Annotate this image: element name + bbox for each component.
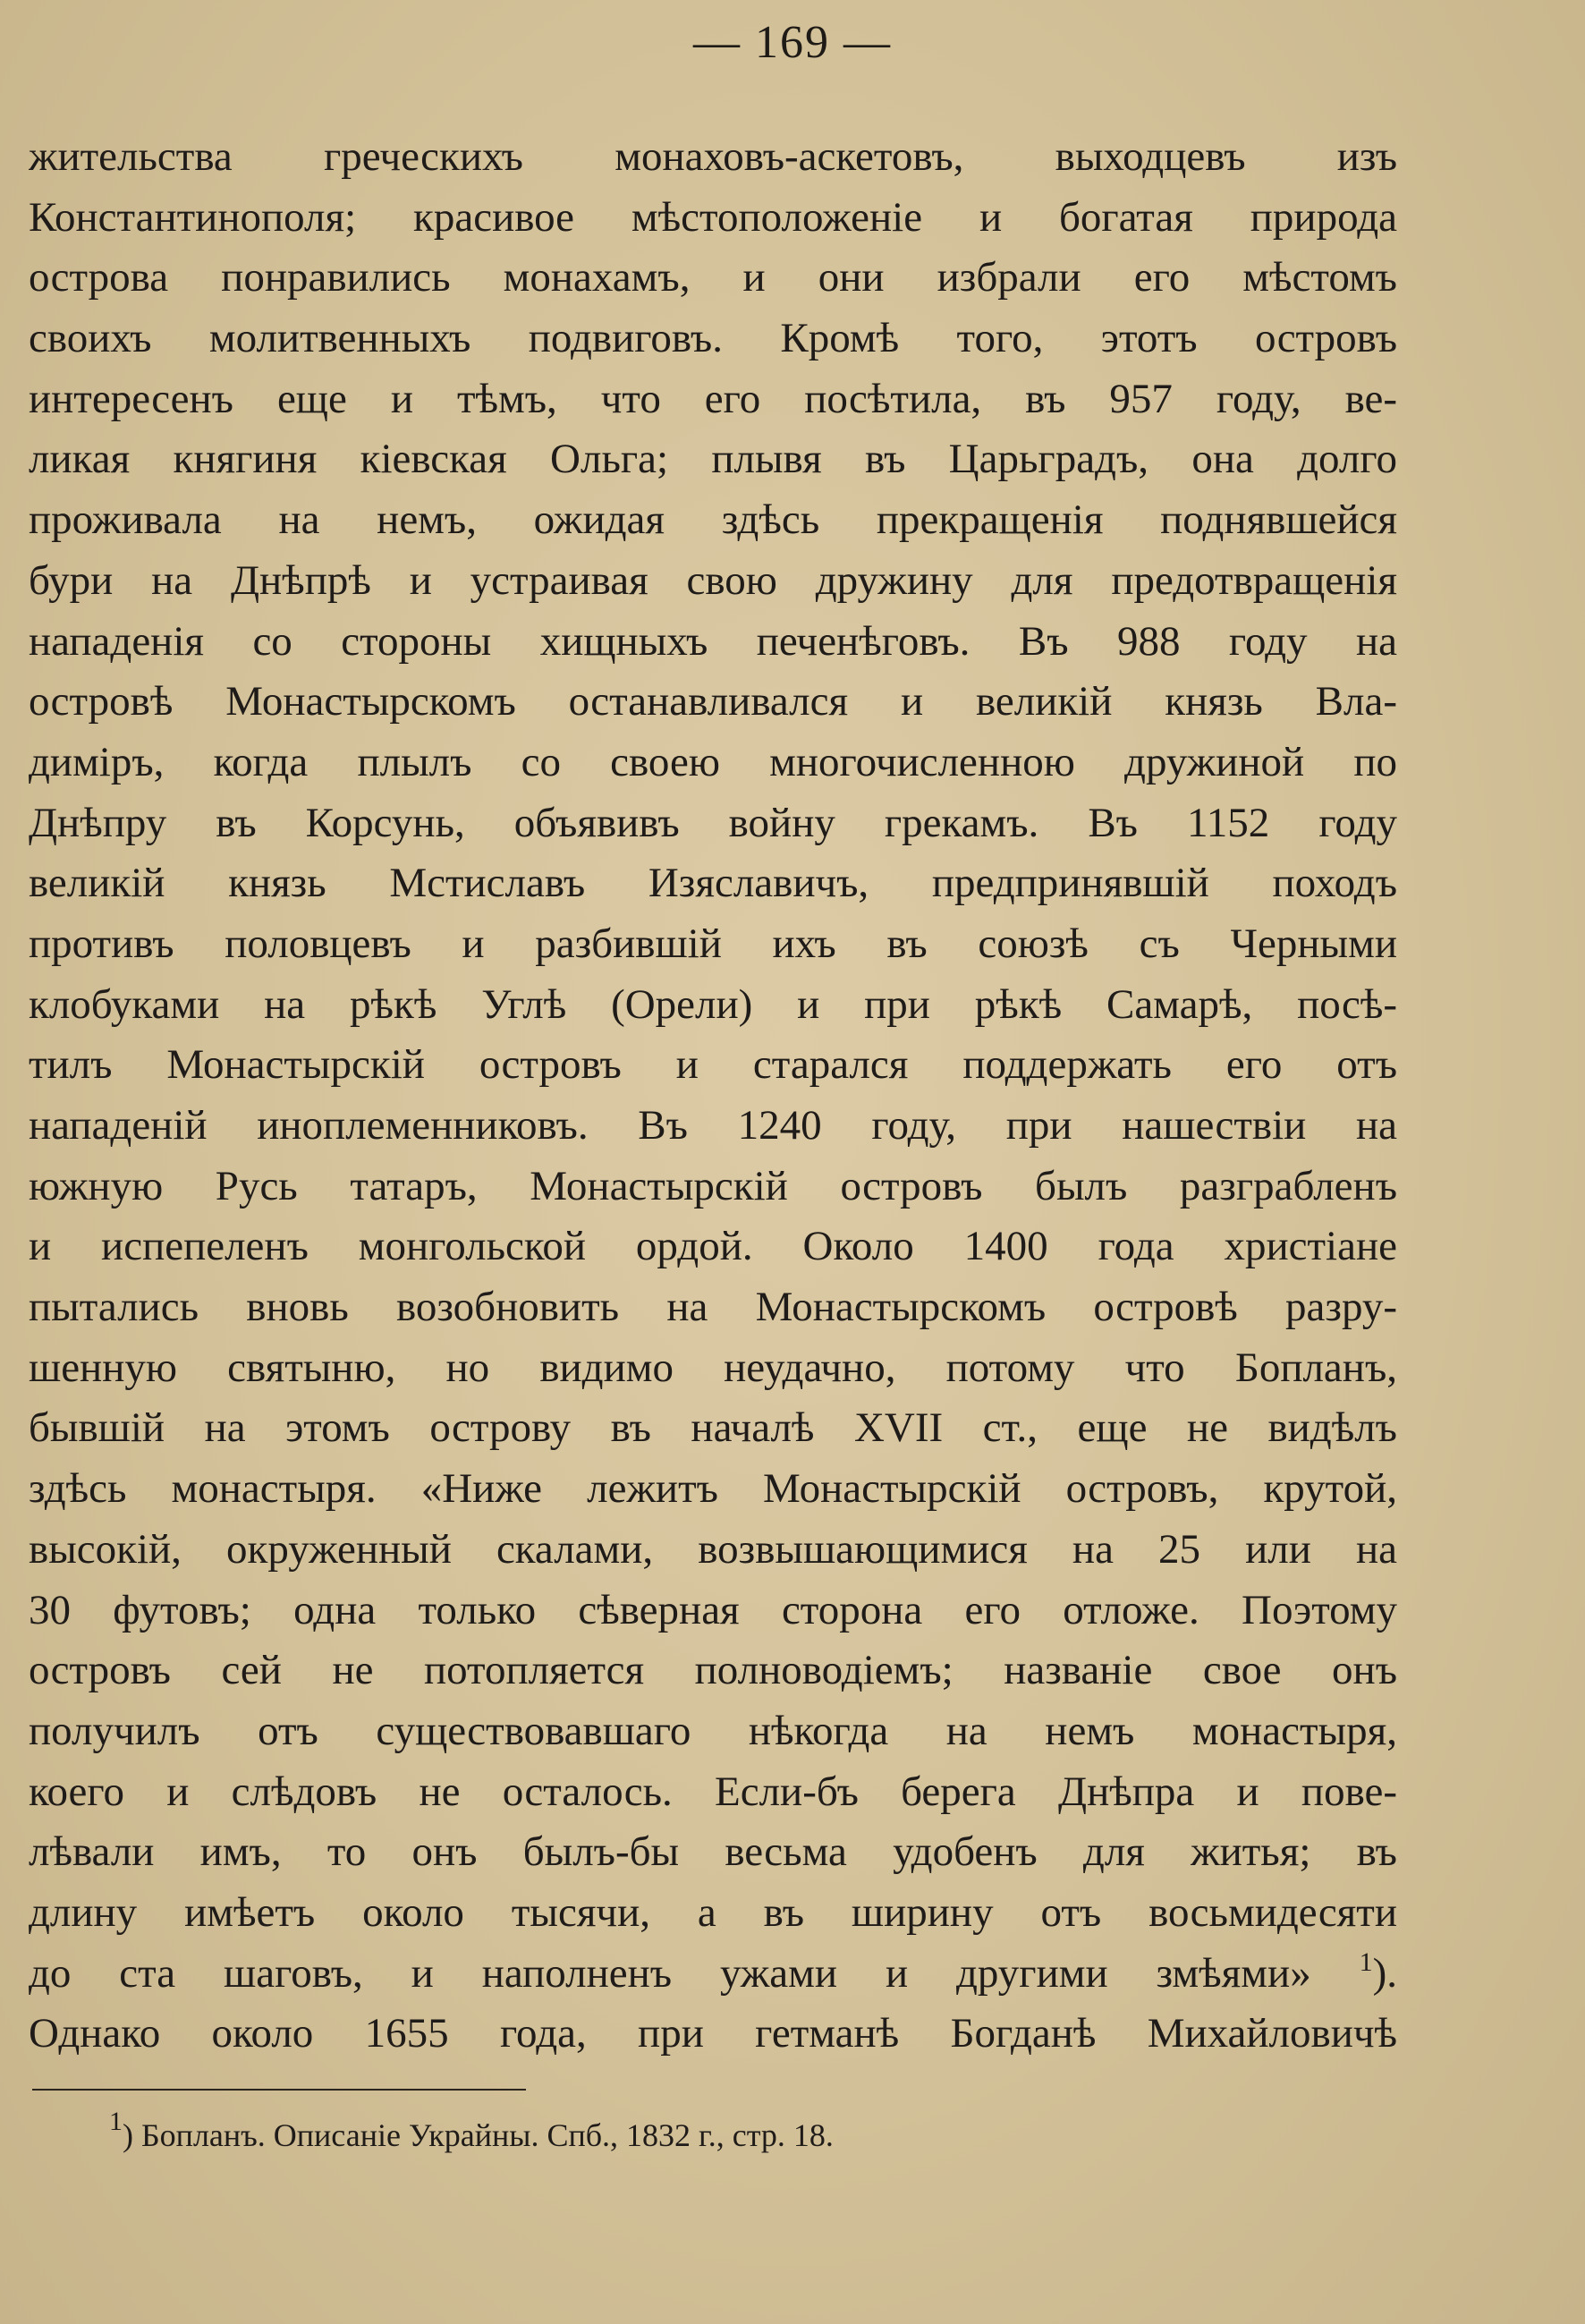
text-line: острова понравились монахамъ, и они избрали его мѣстомъ — [29, 254, 1397, 301]
text-line: и испепеленъ монгольской ордой. Около 1400 года христіане — [29, 1223, 1397, 1270]
footnote — [109, 2107, 834, 2154]
text-line: Константинополя; красивое мѣстоположеніе и богатая природа — [29, 193, 1397, 241]
page-number: — 169 — — [693, 17, 892, 68]
text-line: тилъ Монастырскій островъ и старался поддержать его отъ — [29, 1041, 1397, 1089]
footnote-reference: 1 — [1359, 1947, 1373, 1977]
text-line: клобуками на рѣкѣ Углѣ (Орели) и при рѣкѣ Самарѣ, посѣ- — [29, 980, 1397, 1028]
text-line: коего и слѣдовъ не осталось. Если-бъ берега Днѣпра и пове- — [29, 1768, 1397, 1815]
text-line: бури на Днѣпрѣ и устраивая свою дружину для предотвращенія — [29, 556, 1397, 604]
text-line: Днѣпру въ Корсунь, объявивъ войну грекамъ. Въ 1152 году — [29, 799, 1397, 846]
text-line: великій князь Мстиславъ Изяславичъ, предпринявшій походъ — [29, 860, 1397, 907]
footnote-reference-suffix: ). — [1372, 1949, 1397, 1997]
text-line: своихъ молитвенныхъ подвиговъ. Кромѣ того, этотъ островъ — [29, 315, 1397, 362]
footnote-separator — [32, 2089, 526, 2091]
body-text — [29, 127, 1397, 2065]
text-line: нападенія со стороны хищныхъ печенѣговъ. Въ 988 году на — [29, 617, 1397, 665]
text-line: проживала на немъ, ожидая здѣсь прекращенія поднявшейся — [29, 496, 1397, 544]
text-line: здѣсь монастыря. «Ниже лежитъ Монастырскій островъ, крутой, — [29, 1465, 1397, 1513]
footnote-marker-suffix: ) — [123, 2117, 133, 2153]
text-line: Однако около 1655 года, при гетманѣ Богданѣ Михайловичѣ — [29, 2010, 1397, 2057]
text-line: 30 футовъ; одна только сѣверная сторона его отложе. Поэтому — [29, 1586, 1397, 1633]
text-line: нападеній иноплеменниковъ. Въ 1240 году, при нашествіи на — [29, 1102, 1397, 1149]
text-line: получилъ отъ существовавшаго нѣкогда на немъ монастыря, — [29, 1707, 1397, 1754]
text-line: лѣвали имъ, то онъ былъ-бы весьма удобенъ для житья; въ — [29, 1828, 1397, 1876]
text-line: островѣ Монастырскомъ останавливался и великій князь Вла- — [29, 678, 1397, 725]
text-line: интересенъ еще и тѣмъ, что его посѣтила, въ 957 году, ве- — [29, 375, 1397, 422]
text-line: длину имѣетъ около тысячи, а въ ширину отъ восьмидесяти — [29, 1888, 1397, 1936]
text-line: шенную святыню, но видимо неудачно, потому что Бопланъ, — [29, 1344, 1397, 1391]
text-line-content: до ста шаговъ, и наполненъ ужами и другими змѣями» — [29, 1949, 1311, 1997]
text-line: диміръ, когда плылъ со своею многочисленною дружиной по — [29, 738, 1397, 785]
text-line: высокій, окруженный скалами, возвышающимися на 25 или на — [29, 1525, 1397, 1573]
text-line: южную Русь татаръ, Монастырскій островъ былъ разграбленъ — [29, 1162, 1397, 1209]
text-line: бывшій на этомъ острову въ началѣ XVII ст., еще не видѣлъ — [29, 1404, 1397, 1452]
text-line-with-footnote-ref — [29, 1944, 1397, 2005]
footnote-text: Бопланъ. Описаніе Украйны. Спб., 1832 г., стр. 18. — [133, 2117, 834, 2153]
text-line: островъ сей не потопляется полноводіемъ; названіе свое онъ — [29, 1647, 1397, 1694]
text-line: пытались вновь возобновить на Монастырскомъ островѣ разру- — [29, 1284, 1397, 1331]
text-line: жительства греческихъ монаховъ-аскетовъ, выходцевъ изъ — [29, 133, 1397, 180]
text-line: ликая княгиня кіевская Ольга; плывя въ Царьградъ, она долго — [29, 436, 1397, 483]
footnote-marker: 1 — [109, 2107, 123, 2136]
text-line: противъ половцевъ и разбившій ихъ въ союзѣ съ Черными — [29, 920, 1397, 967]
